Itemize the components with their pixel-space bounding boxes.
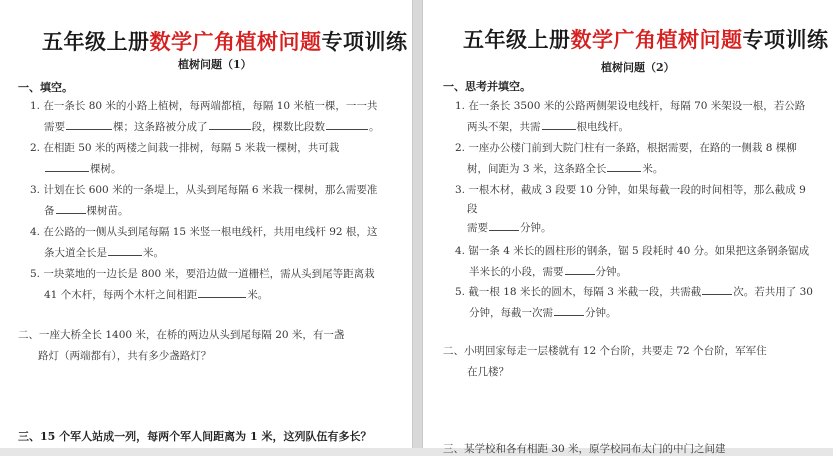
worksheet-page-1 (0, 0, 412, 448)
answer-blank[interactable] (565, 264, 595, 275)
worksheet-page-2 (423, 0, 833, 455)
question-5-line-2: 41 个木杆，每两个木杆之间相距 米。 (44, 289, 269, 301)
question-3-line-2: 段 (467, 203, 478, 215)
section-2-line-2: 在几楼？ (467, 366, 509, 378)
question-4-line-2: 条大道全长是 米。 (44, 247, 164, 259)
question-4-line-2: 半米长的小段，需要 分钟。 (469, 266, 627, 278)
answer-blank[interactable] (489, 220, 519, 231)
page-title: 五年级上册数学广角植树问题专项训练 (463, 27, 829, 52)
section-2-line-1: 二、小明回家每走一层楼就有 12 个台阶，共要走 72 个台阶，军军住 (443, 345, 767, 357)
question-2-line-2: 棵树。 (44, 161, 122, 176)
answer-blank[interactable] (326, 119, 368, 130)
question-5-line-2: 分钟，每截一次需 分钟。 (469, 307, 617, 319)
question-1-line-1: 1. 在一条长 80 米的小路上植树，每两端都植，每隔 10 米植一棵，一一共 (30, 100, 378, 112)
answer-blank[interactable] (56, 203, 86, 214)
question-1-line-2: 两头不架，共需 根电线杆。 (467, 121, 629, 133)
question-4-line-1: 4. 在公路的一侧从头到尾每隔 15 米竖一根电线杆，共用电线杆 92 根，这 (30, 226, 378, 238)
answer-blank[interactable] (108, 245, 142, 256)
question-1-line-1: 1. 在一条长 3500 米的公路两侧架设电线杆，每隔 70 米架设一根，若公路 (455, 100, 806, 112)
question-2-line-2: 树，间距为 3 米，这条路全长 米。 (467, 163, 664, 175)
answer-blank[interactable] (542, 119, 576, 130)
question-1-line-2: 需要 棵；这条路被分成了 段，棵数比段数 。 (44, 121, 380, 133)
answer-blank[interactable] (554, 305, 584, 316)
answer-blank[interactable] (66, 119, 112, 130)
answer-blank[interactable] (607, 161, 641, 172)
page-subtitle: 植树问题（2） (601, 61, 675, 74)
question-5-line-1: 5. 一块菜地的一边长是 800 米，要沿边做一道栅栏，需从头到尾等距离栽 (30, 268, 375, 280)
section-3-line-1: 三、某学校和各有相距 30 米，原学校同布太门的中门之间建 (443, 443, 726, 455)
section-1-heading: 一、思考并填空。 (443, 80, 531, 93)
section-2-line-1: 二、一座大桥全长 1400 米，在桥的两边从头到尾每隔 20 米，有一盏 (18, 329, 345, 341)
question-3-line-2: 备 棵树苗。 (44, 205, 129, 217)
question-5-line-1: 5. 截一根 18 米长的圆木，每隔 3 米截一段，共需截 次。若共用了 30 (455, 286, 813, 298)
page-gutter (412, 0, 423, 448)
page-title: 五年级上册数学广角植树问题专项训练 (42, 29, 408, 54)
section-3-heading: 三、15 个军人站成一列，每两个军人间距离为 1 米，这列队伍有多长？ (18, 430, 372, 443)
question-3-line-3: 需要 分钟。 (467, 222, 552, 234)
question-3-line-1: 3. 一根木材，截成 3 段要 10 分钟，如果每截一段的时间相等，那么截成 9 (455, 184, 806, 196)
question-3-line-1: 3. 计划在长 600 米的一条堤上，从头到尾每隔 6 米栽一棵树，那么需要准 (30, 184, 378, 196)
answer-blank[interactable] (702, 284, 732, 295)
section-2-line-2: 路灯（两端都有），共有多少盏路灯？ (38, 350, 212, 362)
question-2-line-1: 2. 一座办公楼门前到大院门柱有一条路，根据需要，在路的一侧栽 8 棵柳 (455, 142, 797, 154)
answer-blank[interactable] (209, 119, 251, 130)
answer-blank[interactable] (45, 161, 89, 172)
page-subtitle: 植树问题（1） (178, 58, 252, 71)
question-2-line-1: 2. 在相距 50 米的两楼之间栽一排树，每隔 5 米栽一棵树，共可栽 (30, 142, 340, 154)
question-4-line-1: 4. 锯一条 4 米长的圆柱形的钢条，锯 5 段耗时 40 分。如果把这条钢条锯成 (455, 245, 810, 257)
section-1-heading: 一、填空。 (18, 81, 73, 94)
answer-blank[interactable] (198, 287, 246, 298)
